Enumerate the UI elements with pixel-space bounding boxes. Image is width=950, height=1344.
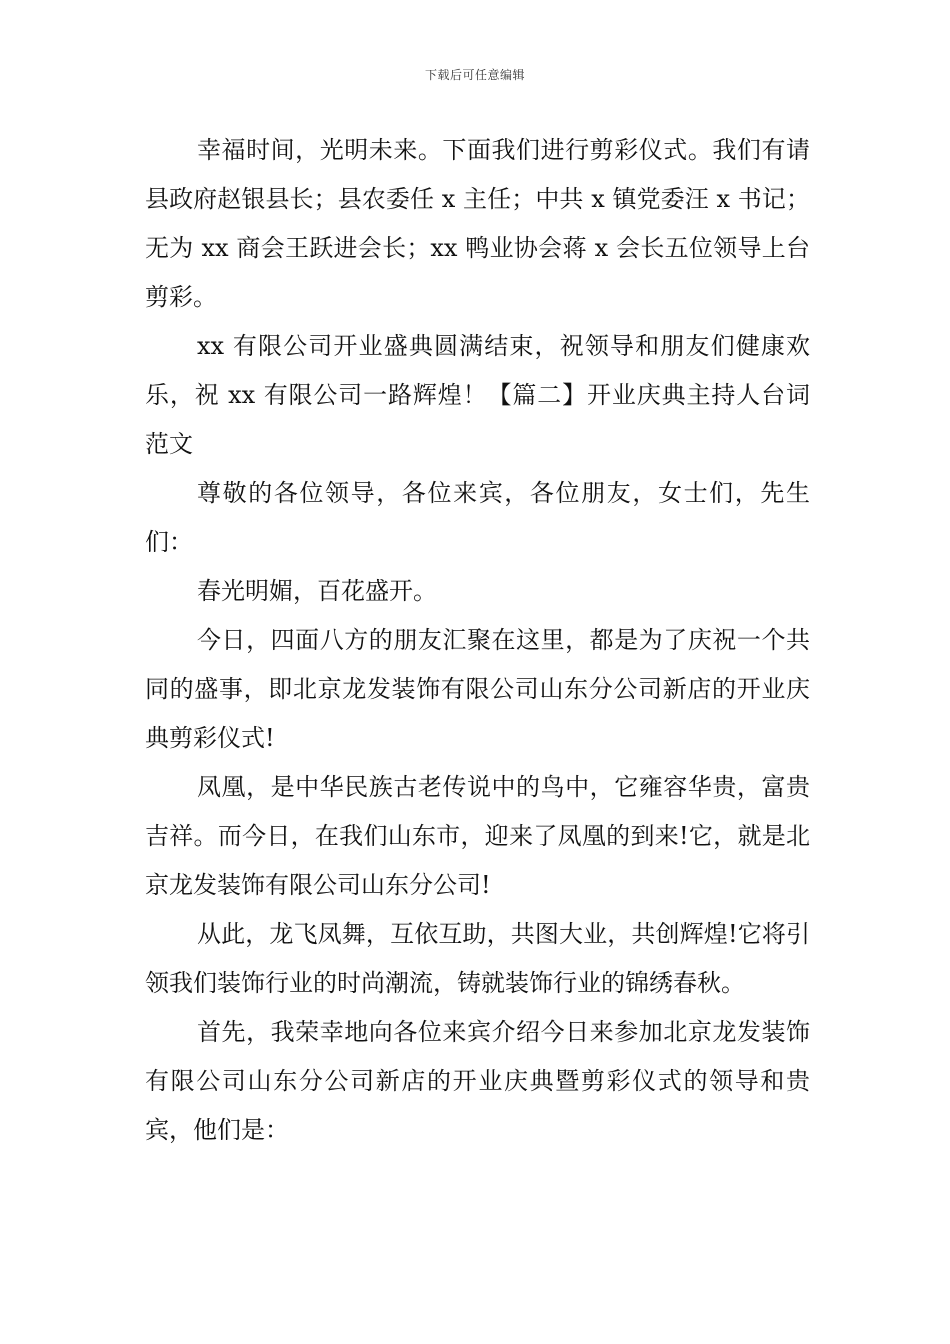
paragraph-phoenix: 凤凰，是中华民族古老传说中的鸟中，它雍容华贵，富贵吉祥。而今日，在我们山东市，迎来了凤凰的到来!它，就是北京龙发装饰有限公司山东分公司! [145,773,810,899]
paragraph-spring: 春光明媚，百花盛开。 [197,577,437,605]
paragraph-greeting: 尊敬的各位领导，各位来宾，各位朋友，女士们，先生们： [145,479,810,556]
paragraph-closing: xx 有限公司开业盛典圆满结束，祝领导和朋友们健康欢乐，祝 xx 有限公司一路辉煌！【篇二】开业庆典主持人台词范文 [145,332,810,458]
paragraph-introduction: 首先，我荣幸地向各位来宾介绍今日来参加北京龙发装饰有限公司山东分公司新店的开业庆典暨剪彩仪式的领导和贵宾，他们是： [145,1018,810,1144]
header-note: 下载后可任意编辑 [424,68,525,82]
paragraph-today: 今日，四面八方的朋友汇聚在这里，都是为了庆祝一个共同的盛事，即北京龙发装饰有限公司山东分公司新店的开业庆典剪彩仪式! [145,626,810,752]
document-body [145,126,810,1155]
paragraph-ribbon-cutting: 幸福时间，光明未来。下面我们进行剪彩仪式。我们有请县政府赵银县长；县农委任 x 主任；中共 x 镇党委汪 x 书记；无为 xx 商会王跃进会长；xx 鸭业协会蒋 x 会长五位领导上台剪彩。 [145,136,810,311]
paragraph-from-now: 从此，龙飞凤舞，互依互助，共图大业，共创辉煌!它将引领我们装饰行业的时尚潮流，铸就装饰行业的锦绣春秋。 [145,920,810,997]
